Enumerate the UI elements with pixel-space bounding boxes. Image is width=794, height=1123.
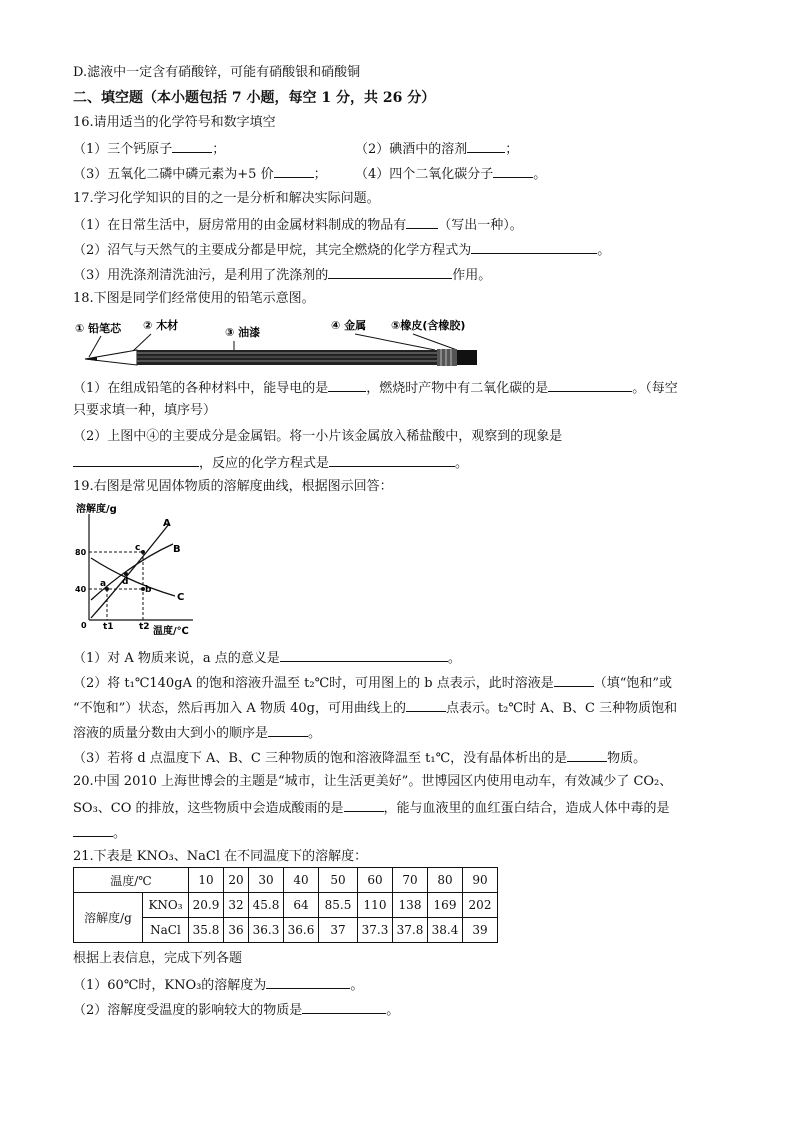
- point-label-d: d: [122, 577, 129, 587]
- q21-instruction: 根据上表信息，完成下列各题: [73, 951, 243, 966]
- option-d-text: D.滤液中一定含有硝酸锌，可能有硝酸银和硝酸铜: [73, 65, 361, 80]
- xtick-t1: t1: [103, 622, 114, 632]
- pencil-label-2: ② 木材: [143, 319, 179, 332]
- table-row-label: NaCl: [143, 918, 189, 943]
- curve-label-c: C: [177, 592, 185, 603]
- q19-3: （3）若将 d 点温度下 A、B、C 三种物质的饱和溶液降温至 t₁℃，没有晶体析出的是 物质。: [73, 748, 646, 768]
- q17-title: 17.学习化学知识的目的之一是分析和解决实际问题。: [73, 191, 380, 206]
- table-cell: 40: [284, 868, 319, 893]
- curve-c: [91, 558, 175, 596]
- q18-1: （1）在组成铅笔的各种材料中，能导电的是 ，燃烧时产物中有二氧化碳的是 。（每空: [73, 378, 678, 398]
- pencil-label-4: ④ 金属: [331, 319, 367, 332]
- point-label-c: c: [135, 543, 141, 553]
- table-cell: 20.9: [189, 893, 224, 918]
- table-row-label: KNO₃: [143, 893, 189, 918]
- table-cell: 36.3: [249, 918, 284, 943]
- table-cell: 64: [284, 893, 319, 918]
- table-cell: 30: [249, 868, 284, 893]
- table-cell: 10: [189, 868, 224, 893]
- table-cell: 85.5: [319, 893, 358, 918]
- table-cell: 70: [393, 868, 428, 893]
- q21-1: （1）60℃时，KNO₃的溶解度为 。: [73, 975, 363, 995]
- ytick-40: 40: [75, 585, 87, 594]
- q19-2-order: 溶液的质量分数由大到小的顺序是 。: [73, 723, 321, 743]
- q19-2-cont: “不饱和”）状态，然后再加入 A 物质 40g，可用曲线上的 点表示。t₂℃时 A、B、C 三种物质饱和: [73, 698, 677, 718]
- table-cell: 60: [358, 868, 393, 893]
- q19-1: （1）对 A 物质来说，a 点的意义是 。: [73, 648, 461, 668]
- table-cell: 202: [463, 893, 498, 918]
- q16-3: （3）五氧化二磷中磷元素为+5 价 ；: [73, 164, 327, 184]
- table-cell: 35.8: [189, 918, 224, 943]
- ytick-0: 0: [81, 621, 87, 630]
- graph-xlabel: 温度/℃: [153, 626, 189, 637]
- table-cell: 20: [224, 868, 249, 893]
- table-cell: 36.6: [284, 918, 319, 943]
- table-row: [74, 893, 498, 918]
- table-cell: 36: [224, 918, 249, 943]
- q17-2: （2）沼气与天然气的主要成分都是甲烷，其完全燃烧的化学方程式为 。: [73, 240, 610, 260]
- solubility-table: [73, 867, 498, 943]
- q21-title: 21.下表是 KNO₃、NaCl 在不同温度下的溶解度：: [73, 849, 368, 864]
- table-temp-header: 温度/℃: [74, 868, 189, 893]
- point-label-b: b: [145, 585, 152, 595]
- q16-2: （2）碘酒中的溶剂 ；: [355, 139, 518, 159]
- q17-3: （3）用洗涤剂清洗油污，是利用了洗涤剂的 作用。: [73, 265, 491, 285]
- q19-2: （2）将 t₁℃140gA 的饱和溶液升温至 t₂℃时，可用图上的 b 点表示，此时溶液是 （填“饱和”或: [73, 673, 672, 693]
- table-header-row: [74, 868, 498, 893]
- table-cell: 90: [463, 868, 498, 893]
- q21-2: （2）溶解度受温度的影响较大的物质是 。: [73, 1000, 399, 1020]
- xtick-t2: t2: [139, 622, 150, 632]
- pencil-diagram: [73, 314, 483, 368]
- point-label-a: a: [100, 579, 107, 589]
- solubility-graph: [73, 500, 203, 640]
- table-cell: 38.4: [428, 918, 463, 943]
- q20-line1: 20.中国 2010 上海世博会的主题是“城市，让生活更美好”。世博园区内使用电动车，有效减少了 CO₂、: [73, 774, 673, 789]
- pencil-label-3: ③ 油漆: [225, 326, 261, 339]
- table-cell: 37.8: [393, 918, 428, 943]
- curve-label-a: A: [163, 518, 171, 529]
- curve-a: [91, 524, 169, 618]
- q16-title: 16.请用适当的化学符号和数字填空: [73, 115, 276, 130]
- q17-1: （1）在日常生活中，厨房常用的由金属材料制成的物品有 （写出一种）。: [73, 215, 523, 235]
- q18-1-note: 只要求填一种，填序号）: [73, 403, 217, 418]
- graph-ylabel: 溶解度/g: [76, 504, 117, 515]
- q19-title: 19.右图是常见固体物质的溶解度曲线，根据图示回答：: [73, 479, 393, 494]
- q20-line3: 。: [73, 823, 126, 843]
- q18-title: 18.下图是同学们经常使用的铅笔示意图。: [73, 291, 315, 306]
- table-cell: 50: [319, 868, 358, 893]
- table-group-label: 溶解度/g: [74, 893, 143, 943]
- table-cell: 37: [319, 918, 358, 943]
- table-cell: 110: [358, 893, 393, 918]
- curve-label-b: B: [173, 544, 181, 555]
- pencil-label-5: ⑤橡皮(含橡胶): [391, 319, 466, 332]
- q18-2: （2）上图中④的主要成分是金属铝。将一小片该金属放入稀盐酸中，观察到的现象是: [73, 429, 563, 444]
- table-cell: 45.8: [249, 893, 284, 918]
- table-cell: 37.3: [358, 918, 393, 943]
- table-cell: 39: [463, 918, 498, 943]
- table-cell: 80: [428, 868, 463, 893]
- pencil-label-1: ① 铅笔芯: [75, 322, 122, 335]
- q18-2b: ，反应的化学方程式是 。: [73, 453, 468, 473]
- table-cell: 138: [393, 893, 428, 918]
- section-heading: 二、填空题（本小题包括 7 小题，每空 1 分，共 26 分）: [73, 90, 436, 106]
- q16-1: （1）三个钙原子 ；: [73, 139, 225, 159]
- q16-4: （4）四个二氧化碳分子 。: [355, 164, 546, 184]
- q20-line2: SO₃、CO 的排放，这些物质中会造成酸雨的是 ，能与血液里的血红蛋白结合，造成人体中毒的是: [73, 798, 670, 818]
- ytick-80: 80: [75, 548, 87, 557]
- table-cell: 32: [224, 893, 249, 918]
- table-cell: 169: [428, 893, 463, 918]
